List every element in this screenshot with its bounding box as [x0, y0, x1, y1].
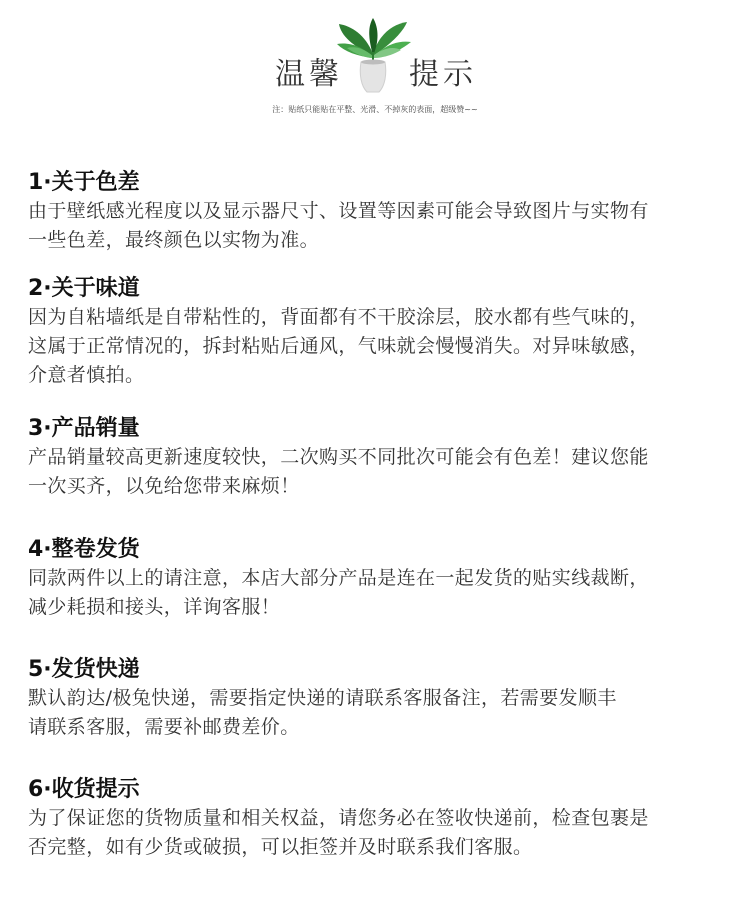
- section-line: 为了保证您的货物质量和相关权益，请您务必在签收快递前，检查包裹是: [28, 807, 649, 829]
- section-heading: 1·关于色差: [28, 170, 140, 195]
- section-line: 介意者慎拍。: [28, 364, 145, 386]
- potted-plant-icon: [333, 16, 413, 96]
- section-heading: 2·关于味道: [28, 276, 140, 301]
- section-line: 否完整，如有少货或破损，可以拒签并及时联系我们客服。: [28, 836, 533, 858]
- section-courier: [28, 656, 728, 742]
- section-odor: [28, 275, 728, 390]
- section-line: 减少耗损和接头，详询客服！: [28, 596, 281, 618]
- section-line: 因为自粘墙纸是自带粘性的，背面都有不干胶涂层，胶水都有些气味的，: [28, 306, 649, 328]
- section-whole-roll-shipping: [28, 536, 728, 622]
- section-heading: 5·发货快递: [28, 657, 140, 682]
- section-line: 产品销量较高更新速度较快，二次购买不同批次可能会有色差！建议您能: [28, 446, 649, 468]
- header: [0, 0, 750, 130]
- title-right: 提示: [409, 57, 477, 92]
- section-color-difference: [28, 169, 728, 255]
- section-sales-volume: [28, 415, 728, 501]
- section-heading: 4·整卷发货: [28, 537, 140, 562]
- header-note: 注：贴纸只能贴在平整、光滑、不掉灰的表面，超级赞~~: [272, 105, 478, 114]
- section-line: 这属于正常情况的，拆封粘贴后通风，气味就会慢慢消失。对异味敏感，: [28, 335, 649, 357]
- section-line: 一次买齐，以免给您带来麻烦！: [28, 475, 300, 497]
- section-heading: 6·收货提示: [28, 777, 140, 802]
- section-line: 同款两件以上的请注意，本店大部分产品是连在一起发货的贴实线裁断，: [28, 567, 649, 589]
- section-line: 默认韵达/极兔快递，需要指定快递的请联系客服备注，若需要发顺丰: [28, 687, 617, 709]
- section-heading: 3·产品销量: [28, 416, 140, 441]
- title-left: 温馨: [275, 57, 343, 92]
- section-receipt-tips: [28, 776, 728, 862]
- section-line: 由于壁纸感光程度以及显示器尺寸、设置等因素可能会导致图片与实物有: [28, 200, 649, 222]
- section-line: 一些色差，最终颜色以实物为准。: [28, 229, 320, 251]
- section-line: 请联系客服，需要补邮费差价。: [28, 716, 300, 738]
